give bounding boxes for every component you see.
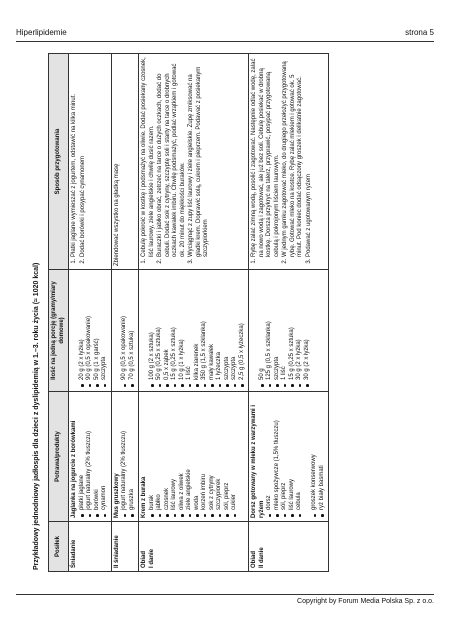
meal-label: Obiad: [141, 550, 147, 568]
dish-cell: [139, 392, 249, 522]
amount-list: [121, 273, 136, 388]
step-item: 1. Rybę zalać zimną wodą, posolić i zagotować. Następnie odlać wodę, zalać na nowo wodą i zagotować, ale już bez soli. Cebulę posiekać w drobną kostkę. Dorsza przykryć na talerz, przyprawić, posypać przygotowaną cebulą i pokrojonym liściem laurowym.: [251, 57, 281, 257]
method-cell: [139, 54, 249, 270]
amount-list: [259, 273, 312, 388]
dish-title: Krem z buraka: [141, 476, 147, 518]
ingredient-item: szczypiorek: [216, 395, 224, 518]
amount-item: szczypta: [224, 273, 232, 388]
meal-cell: [249, 522, 329, 572]
amount-cell: [111, 270, 139, 392]
ingredient-item: ziele angielskie: [186, 395, 194, 518]
dish-cell: [69, 392, 112, 522]
amount-item: 350 g (1,5 x szklanka): [201, 273, 209, 388]
header-rule: [16, 41, 434, 42]
step-item: 2. W jednym garnku zagotować mleko, do drugiego przełożyć przygotowaną rybę. Gotować mleko na kostce. Rybę zalać mlekiem i gotować ok. 5 minut. Pod koniec dodać odsączony groszek i delikatnie zagotować.: [282, 57, 305, 257]
amount-item: 0,5 x ząbek: [164, 273, 172, 388]
amount-list: [149, 273, 247, 388]
ingredient-item: burak: [149, 395, 157, 518]
ingredient-item: cebula: [296, 395, 304, 518]
dish-cell: [111, 392, 139, 522]
ingredient-item: sól, pieprz: [281, 395, 289, 518]
ingredient-item: jogurt naturalny (2% tłuszczu): [121, 395, 129, 518]
ingredient-item: mleko spożywcze (1,5% tłuszczu): [274, 395, 282, 518]
step-list: [251, 57, 313, 266]
ingredient-item: korzeń imbiru: [201, 395, 209, 518]
ingredient-item: jogurt naturalny (2% tłuszczu): [86, 395, 94, 518]
method-cell: [249, 54, 329, 270]
amount-list: [79, 273, 109, 388]
running-header-title: Hiperlipidemie: [16, 28, 67, 37]
amount-item: kilka ziarenek: [194, 273, 202, 388]
ingredient-item: oliwa z oliwek: [179, 395, 187, 518]
meal-cell: [69, 522, 112, 572]
footer-rule: [16, 594, 434, 595]
amount-cell: [69, 270, 112, 392]
ingredient-item: liść laurowy: [289, 395, 297, 518]
meal-label: Śniadanie: [71, 539, 77, 568]
meal-cell: [111, 522, 139, 572]
amount-item: mały kawałek: [209, 273, 217, 388]
dish-title: Mus gruszkowy: [113, 473, 120, 518]
ingredient-item: borówki: [94, 395, 102, 518]
amount-cell: [139, 270, 249, 392]
amount-item: 70 g (0,5 x sztuka): [129, 273, 137, 388]
amount-item: 1 łyżeczka: [216, 273, 224, 388]
ingredient-item: jabłko: [156, 395, 164, 518]
method-cell: [111, 54, 139, 270]
ingredient-item: sok z cytryny: [209, 395, 217, 518]
ingredient-list: [121, 395, 136, 518]
amount-item: 30 g (2 x łyżka): [296, 273, 304, 388]
amount-item: 50 g (1 x garść): [94, 273, 102, 388]
spacer: [141, 273, 149, 388]
table-row: [69, 54, 112, 572]
menu-table: [48, 53, 329, 572]
ingredient-item: dorsz: [266, 395, 274, 518]
amount-cell: [249, 270, 329, 392]
ingredient-item: cynamon: [101, 395, 109, 518]
table-row: [249, 54, 329, 572]
ingredient-item: liść laurowy: [171, 395, 179, 518]
rotated-table-region: [30, 52, 440, 572]
meal-label: I danie: [148, 548, 155, 568]
ingredient-item: cukier: [231, 395, 239, 518]
table-caption: Przykładowy jednodniowy jadłospis dla dzieci z dyslipidemią w 1.–3. roku życia (≈ 1020 kcal): [33, 262, 40, 570]
step-list: [141, 57, 211, 266]
dish-cell: [249, 392, 329, 522]
amount-item: 15 g (0,25 x sztuka): [289, 273, 297, 388]
ingredient-list: [266, 395, 304, 518]
amount-item: 15 g (0,25 x sztuka): [171, 273, 179, 388]
amount-item: szczypta: [231, 273, 239, 388]
step-item: 2. Dodać borówki i posypać cynamonem: [80, 57, 88, 257]
spacer: [71, 273, 79, 388]
amount-item: 1 liść: [281, 273, 289, 388]
table-header-row: [49, 54, 69, 572]
dish-title: Dorsz gotowany w mleku z warzywami i ryżem: [251, 404, 265, 518]
ingredient-list: [79, 395, 109, 518]
col-header-dish: Potrawa/produkty: [49, 392, 69, 522]
col-header-meal: Posiłek: [49, 522, 69, 572]
table-body: [69, 54, 329, 572]
ingredient-list: [311, 395, 326, 518]
amount-item: 50 g (0,25 x sztuka): [156, 273, 164, 388]
amount-item: 90 g (0,5 x opakowanie): [121, 273, 129, 388]
ingredient-item: czosnek: [164, 395, 172, 518]
table-row: [111, 54, 139, 572]
ingredient-list: [149, 395, 239, 518]
ingredient-item: sól, pieprz: [224, 395, 232, 518]
amount-item: 100 g (2 x sztuka): [149, 273, 157, 388]
ingredient-item: gruszka: [129, 395, 137, 518]
page-number: strona 5: [405, 28, 434, 37]
ingredient-item: woda: [194, 395, 202, 518]
amount-item: 10 g (1 x łyżka): [179, 273, 187, 388]
meal-label: II śniadanie: [113, 535, 120, 568]
ingredient-item: ryż biały basmati: [319, 395, 327, 518]
method-cell: [69, 54, 112, 270]
amount-item: szczypta: [101, 273, 109, 388]
step-item: 3. Wyciągnąć z zupy liść laurowy i ziele angielskie. Zupę zmiksować na gładki krem. Doprawić solą, cukrem i pieprzem. Podawać z posiekanym szczypiorkiem: [188, 57, 211, 257]
spacer: [114, 273, 122, 388]
dish-title: Jaglanka na jogurcie z borówkami: [71, 420, 77, 518]
meal-label: Obiad: [251, 550, 257, 568]
meal-cell: [139, 522, 249, 572]
amount-item: 2,5 g (0,5 x łyżeczka): [239, 273, 247, 388]
amount-item: szczypta: [274, 273, 282, 388]
step-item: 1. Cebulę pokroić w kostkę i podsmażyć na oliwie. Dodać posiekany czosnek, liść laurowy, ziele angielskie i chwilę dusić razem.: [141, 57, 156, 257]
footer-copyright: Copyright by Forum Media Polska Sp. z o.o.: [297, 598, 434, 605]
ingredient-item: płatki jaglane: [79, 395, 87, 518]
step-list: [71, 57, 87, 266]
spacer: [304, 395, 312, 518]
spacer: [251, 273, 259, 388]
amount-item: 1 liść: [186, 273, 194, 388]
amount-item: 30 g (2 x łyżka): [304, 273, 312, 388]
method-text: Zblendować wszystko na gładką masę: [113, 163, 120, 266]
step-item: 3. Podawać z ugotowanym ryżem: [306, 57, 314, 257]
col-header-amount: Ilość na jedną porcję (gramy/miary domowe): [49, 270, 69, 392]
table-row: [139, 54, 249, 572]
step-item: 1. Płatki jaglane wymieszać z jogurtem, odstawić na kilka minut.: [71, 57, 79, 257]
col-header-method: Sposób przygotowania: [49, 54, 69, 270]
amount-item: 125 g (0,5 x szklanka): [266, 273, 274, 388]
step-item: 2. Buraczki i jabłko obrać, zetrzeć na tarce o dużych oczkach, dodać do cebuli. Dodać sok z cytryny, szczyptę soli i starty na tarce o drobnych oczkach kawałek imbiru. Chwilę podsmażyć, podlać wrzątkiem i gotować ok. 20 minut do miękkości buraków.: [157, 57, 187, 257]
ingredient-item: groszek konserwowy: [311, 395, 319, 518]
meal-label: II danie: [258, 547, 265, 568]
amount-item: 90 g (0,5 x opakowanie): [86, 273, 94, 388]
amount-item: 20 g (2 x łyżka): [79, 273, 87, 388]
amount-item: 50 g: [259, 273, 267, 388]
